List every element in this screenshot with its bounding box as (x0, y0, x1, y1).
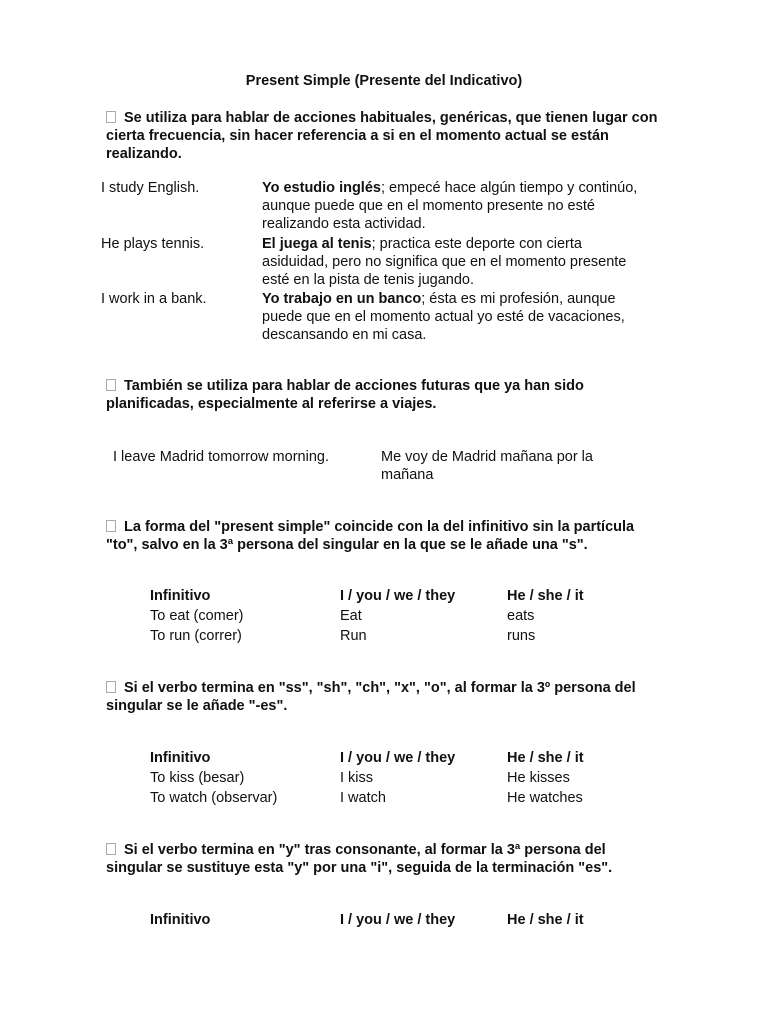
example-spanish (262, 235, 647, 289)
verb-table-row (150, 607, 610, 627)
verb-table-row (150, 789, 610, 809)
rule-text: Si el verbo termina en "ss", "sh", "ch", "x", "o", al formar la 3º persona del singular se le añade "-es". (106, 680, 636, 714)
cell-infinitive: To run (correr) (150, 628, 242, 644)
example-english: He plays tennis. (101, 236, 205, 252)
bullet-box-icon (106, 111, 116, 123)
example-english: I leave Madrid tomorrow morning. (113, 449, 329, 465)
rule-text: También se utiliza para hablar de acciones futuras que ya han sido planificadas, especialmente al referirse a viajes. (106, 378, 584, 412)
example-spanish (262, 290, 647, 344)
cell-infinitive: To eat (comer) (150, 608, 244, 624)
verb-table-header (150, 749, 610, 769)
rule-habitual-actions (106, 109, 666, 163)
verb-table (150, 911, 610, 931)
example-spanish: Me voy de Madrid mañana por la mañana (381, 449, 593, 483)
cell-third-person-form: He watches (507, 790, 583, 806)
verb-table-header (150, 911, 610, 931)
cell-infinitive: To watch (observar) (150, 790, 278, 806)
example-spanish-explanation: ; practica este deporte con cierta asiduidad, pero no significa que en el momento presente esté en la pista de tenis jugando. (262, 236, 627, 288)
verb-table (150, 587, 610, 647)
example-english: I study English. (101, 180, 200, 196)
cell-third-person-form: runs (507, 628, 536, 644)
rule-text: La forma del "present simple" coincide con la del infinitivo sin la partícula "to", salvo en la 3ª persona del singular en la que se le añade una "s". (106, 519, 635, 553)
verb-table-row (150, 769, 610, 789)
rule-text: Se utiliza para hablar de acciones habituales, genéricas, que tienen lugar con cierta frecuencia, sin hacer referencia a si en el momento actual se están realizando. (106, 110, 658, 162)
example-english: I work in a bank. (101, 291, 207, 307)
header-infinitive: Infinitivo (150, 750, 211, 766)
rule-third-person-s (106, 518, 666, 554)
header-third-person: He / she / it (507, 588, 584, 604)
cell-plural-form: Run (340, 628, 367, 644)
cell-infinitive: To kiss (besar) (150, 770, 245, 786)
rule-text: Si el verbo termina en "y" tras consonante, al formar la 3ª persona del singular se sustituye esta "y" por una "i", seguida de la terminación "es". (106, 842, 613, 876)
cell-plural-form: Eat (340, 608, 362, 624)
page-title: Present Simple (Presente del Indicativo) (245, 73, 523, 89)
rule-third-person-es (106, 679, 666, 715)
bullet-box-icon (106, 379, 116, 391)
example-spanish-bold: Yo estudio inglés (262, 180, 381, 196)
header-plural-persons: I / you / we / they (340, 750, 456, 766)
bullet-box-icon (106, 520, 116, 532)
rule-future-actions (106, 377, 666, 413)
verb-table-row (150, 627, 610, 647)
header-infinitive: Infinitivo (150, 912, 211, 928)
example-spanish-bold: El juega al tenis (262, 236, 372, 252)
cell-plural-form: I kiss (340, 770, 374, 786)
bullet-box-icon (106, 843, 116, 855)
example-spanish-explanation: ; ésta es mi profesión, aunque puede que en el momento actual yo esté de vacaciones, descansando en mi casa. (262, 291, 625, 343)
example-spanish (262, 179, 647, 233)
rule-y-to-ies (106, 841, 666, 877)
header-plural-persons: I / you / we / they (340, 912, 456, 928)
verb-table (150, 749, 610, 809)
verb-table-header (150, 587, 610, 607)
header-third-person: He / she / it (507, 750, 584, 766)
header-third-person: He / she / it (507, 912, 584, 928)
header-infinitive: Infinitivo (150, 588, 211, 604)
example-spanish-explanation: ; empecé hace algún tiempo y continúo, aunque puede que en el momento presente no esté realizando esta actividad. (262, 180, 638, 232)
example-spanish-bold: Yo trabajo en un banco (262, 291, 422, 307)
bullet-box-icon (106, 681, 116, 693)
cell-plural-form: I watch (340, 790, 386, 806)
cell-third-person-form: He kisses (507, 770, 570, 786)
cell-third-person-form: eats (507, 608, 535, 624)
header-plural-persons: I / you / we / they (340, 588, 456, 604)
